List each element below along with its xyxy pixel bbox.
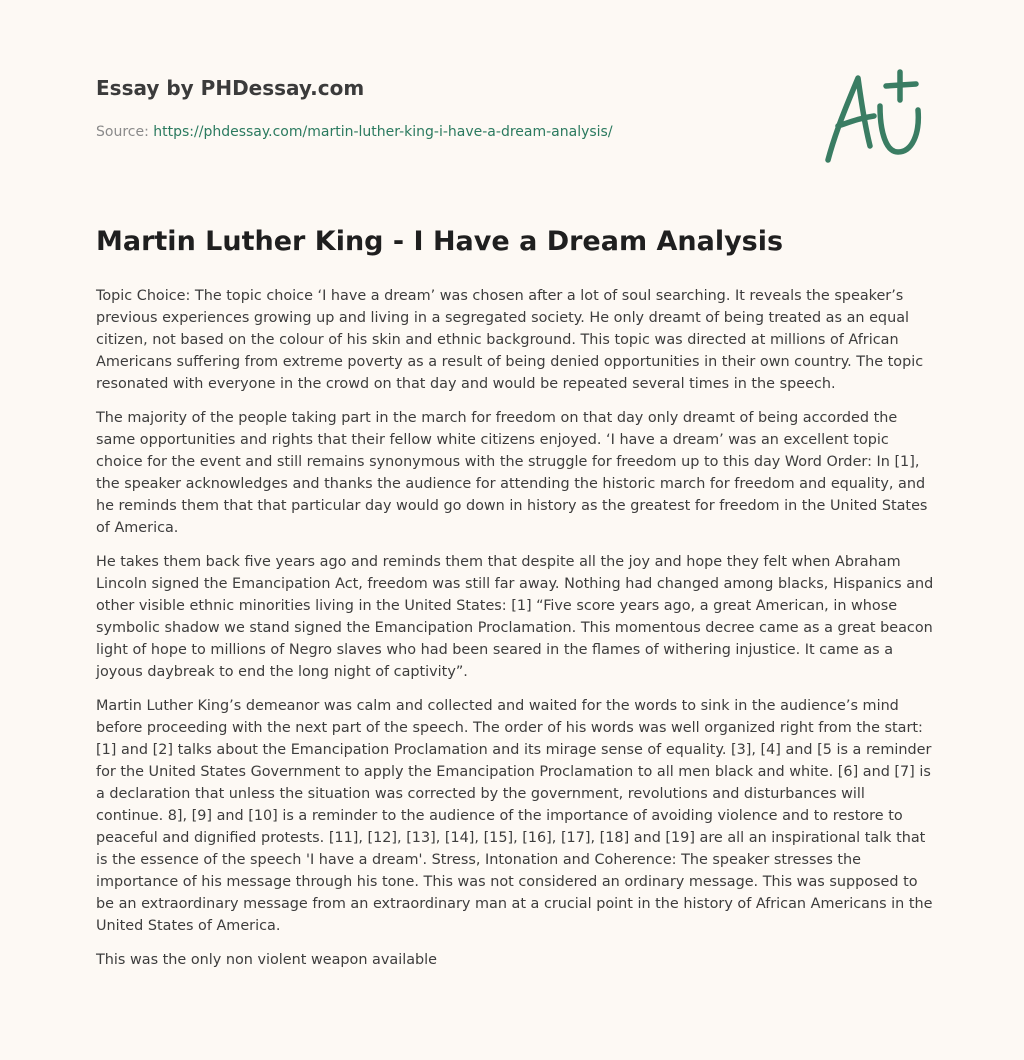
source-label: Source: xyxy=(96,124,154,140)
essay-body xyxy=(96,285,936,983)
logo-plus-horizontal xyxy=(886,84,916,86)
source-line xyxy=(96,124,613,140)
source-link[interactable]: https://phdessay.com/martin-luther-king-i-have-a-dream-analysis/ xyxy=(153,124,613,140)
site-title: Essay by PHDessay.com xyxy=(96,76,365,100)
essay-paragraph: Topic Choice: The topic choice ‘I have a dream’ was chosen after a lot of soul searching. It reveals the speaker’s previous experiences growing up and living in a segregated society. He only dreamt of being treated as an equal citizen, not based on the colour of his skin and ethnic background. This topic was directed at millions of African Americans suffering from extreme poverty as a result of being denied opportunities in their own country. The topic resonated with everyone in the crowd on that day and would be repeated several times in the speech. xyxy=(96,288,924,392)
essay-paragraph: Martin Luther King’s demeanor was calm and collected and waited for the words to sink in the audience’s mind before proceeding with the next part of the speech. The order of his words was well organized right from the start: [1] and [2] talks about the Emancipation Proclamation and its mirage sense of equality. [3], [4] and [5 is a reminder for the United States Government to apply the Emancipation Proclamation to all men black and white. [6] and [7] is a declaration that unless the situation was corrected by the government, revolutions and disturbances will continue. 8], [9] and [10] is a reminder to the audience of the importance of avoiding violence and to restore to peaceful and dignified protests. [11], [12], [13], [14], [15], [16], [17], [18] and [19] are all an inspirational talk that is the essence of the speech 'I have a dream'. Stress, Intonation and Coherence: The speaker stresses the importance of his message through his tone. This was not considered an ordinary message. This was supposed to be an extraordinary message from an extraordinary man at a crucial point in the history of African Americans in the United States of America. xyxy=(96,698,933,934)
a-plus-grade-icon xyxy=(818,66,932,166)
logo-tick xyxy=(880,106,918,152)
essay-paragraph: This was the only non violent weapon available xyxy=(96,952,438,968)
essay-title: Martin Luther King - I Have a Dream Analysis xyxy=(96,226,784,257)
essay-paragraph: He takes them back five years ago and reminds them that despite all the joy and hope they felt when Abraham Lincoln signed the Emancipation Act, freedom was still far away. Nothing had changed among blacks, Hispanics and other visible ethnic minorities living in the United States: [1] “Five score years ago, a great American, in whose symbolic shadow we stand signed the Emancipation Proclamation. This momentous decree came as a great beacon light of hope to millions of Negro slaves who had been seared in the flames of withering injustice. It came as a joyous daybreak to end the long night of captivity”. xyxy=(96,554,934,680)
essay-paragraph: The majority of the people taking part in the march for freedom on that day only dreamt of being accorded the same opportunities and rights that their fellow white citizens enjoyed. ‘I have a dream’ was an excellent topic choice for the event and still remains synonymous with the struggle for freedom up to this day Word Order: In [1], the speaker acknowledges and thanks the audience for attending the historic march for freedom and equality, and he reminds them that that particular day would go down in history as the greatest for freedom in the United States of America. xyxy=(96,410,928,536)
